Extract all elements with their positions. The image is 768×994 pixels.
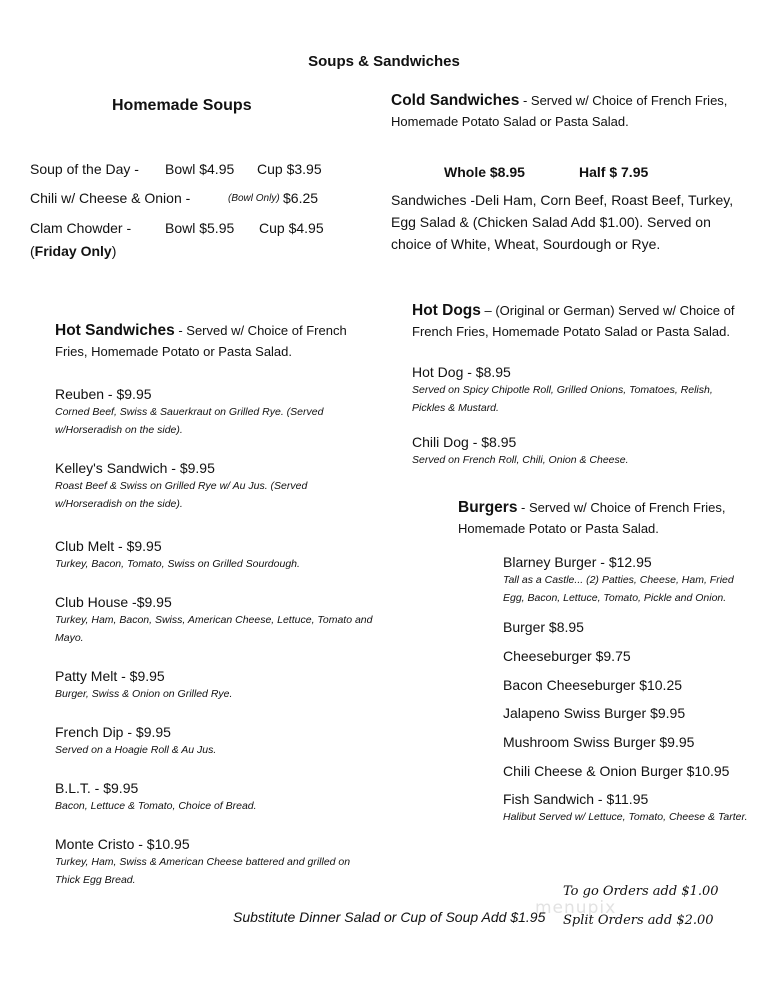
item-name: B.L.T. - $9.95 — [55, 780, 139, 796]
menu-item — [503, 790, 753, 826]
chili-price: $6.25 — [283, 190, 319, 206]
to-go-note: To go Orders add $1.00 — [563, 884, 719, 899]
menu-item — [412, 363, 742, 417]
menu-item — [55, 779, 375, 815]
clam-cup-price: Cup $4.95 — [259, 220, 324, 236]
menu-item — [55, 593, 375, 647]
item-desc: Turkey, Bacon, Tomato, Swiss on Grilled Sourdough. — [55, 558, 300, 570]
chili-name: Chili w/ Cheese & Onion - — [30, 190, 191, 206]
item-desc: Turkey, Ham, Bacon, Swiss, American Cheese, Lettuce, Tomato and Mayo. — [55, 614, 373, 644]
menu-item — [412, 433, 742, 469]
hot-dogs-intro-text: – (Original or German) Served w/ Choice of French Fries, Homemade Potato Salad or Pasta Salad. — [412, 303, 735, 339]
hot-dogs-intro — [412, 300, 757, 342]
menu-item: Bacon Cheeseburger $10.25 — [503, 677, 683, 693]
item-name: Hot Dog - $8.95 — [412, 364, 511, 380]
item-desc: Turkey, Ham, Swiss & American Cheese battered and grilled on Thick Egg Bread. — [55, 856, 351, 886]
menu-item — [55, 459, 375, 513]
item-name: Chili Dog - $8.95 — [412, 434, 517, 450]
menu-item: Chili Cheese & Onion Burger $10.95 — [503, 763, 730, 779]
hot-sandwiches-intro — [55, 320, 380, 362]
clam-bowl-price: Bowl $5.95 — [165, 220, 235, 236]
item-desc: Served on French Roll, Chili, Onion & Cheese. — [412, 454, 629, 466]
page-title: Soups & Sandwiches — [308, 53, 460, 70]
cold-sandwiches-desc: Sandwiches -Deli Ham, Corn Beef, Roast Beef, Turkey, Egg Salad & (Chicken Salad Add $1.00). Served on choice of White, Wheat, Sourdough or Rye. — [391, 192, 734, 252]
item-desc: Served on a Hoagie Roll & Au Jus. — [55, 744, 217, 756]
clam-note — [30, 243, 116, 259]
item-name: Club House -$9.95 — [55, 594, 172, 610]
clam-note-text: Friday Only — [34, 243, 112, 259]
menu-item — [55, 385, 375, 439]
menu-item — [503, 553, 753, 607]
menu-item — [55, 667, 375, 703]
soup-cup-price: Cup $3.95 — [257, 161, 322, 177]
item-name: French Dip - $9.95 — [55, 724, 171, 740]
cold-sandwiches-intro — [391, 90, 741, 132]
clam-note-open: ( — [30, 243, 35, 259]
item-desc: Corned Beef, Swiss & Sauerkraut on Grilled Rye. (Served w/Horseradish on the side). — [55, 406, 324, 436]
hot-sandwiches-heading: Hot Sandwiches — [55, 322, 175, 339]
item-name: Patty Melt - $9.95 — [55, 668, 165, 684]
item-desc: Tall as a Castle... (2) Patties, Cheese, Ham, Fried Egg, Bacon, Lettuce, Tomato, Pickle and Onion. — [503, 574, 734, 604]
menu-item — [55, 537, 375, 573]
cold-sandwiches-heading: Cold Sandwiches — [391, 92, 520, 109]
clam-note-close: ) — [111, 243, 117, 259]
cold-sandwiches-intro-text: - Served w/ Choice of French Fries, Homemade Potato Salad or Pasta Salad. — [391, 93, 728, 129]
menu-item: Burger $8.95 — [503, 619, 584, 635]
menu-item: Cheeseburger $9.75 — [503, 648, 631, 664]
menu-item — [55, 723, 375, 759]
item-name: Club Melt - $9.95 — [55, 538, 162, 554]
item-desc: Roast Beef & Swiss on Grilled Rye w/ Au Jus. (Served w/Horseradish on the side). — [55, 480, 308, 510]
cold-half-price: Half $ 7.95 — [579, 164, 649, 180]
burgers-intro — [458, 497, 748, 539]
menu-item: Jalapeno Swiss Burger $9.95 — [503, 705, 686, 721]
item-desc: Burger, Swiss & Onion on Grilled Rye. — [55, 688, 233, 700]
split-orders-note: Split Orders add $2.00 — [563, 913, 714, 928]
menu-item: Mushroom Swiss Burger $9.95 — [503, 734, 695, 750]
item-name: Reuben - $9.95 — [55, 386, 152, 402]
item-name: Kelley's Sandwich - $9.95 — [55, 460, 215, 476]
soup-name: Soup of the Day - — [30, 161, 139, 177]
watermark: menupix — [535, 898, 617, 918]
hot-sandwiches-intro-text: - Served w/ Choice of French Fries, Homemade Potato or Pasta Salad. — [55, 323, 347, 359]
item-name: Monte Cristo - $10.95 — [55, 836, 190, 852]
soups-heading: Homemade Soups — [112, 97, 252, 114]
clam-name: Clam Chowder - — [30, 220, 132, 236]
menu-item — [55, 835, 375, 889]
chili-note: (Bowl Only) — [228, 193, 280, 204]
item-desc: Bacon, Lettuce & Tomato, Choice of Bread. — [55, 800, 257, 812]
hot-dogs-heading: Hot Dogs — [412, 302, 481, 319]
item-desc: Served on Spicy Chipotle Roll, Grilled Onions, Tomatoes, Relish, Pickles & Mustard. — [412, 384, 713, 414]
item-name: Fish Sandwich - $11.95 — [503, 791, 649, 807]
substitute-note: Substitute Dinner Salad or Cup of Soup Add $1.95 — [233, 909, 546, 925]
burgers-intro-text: - Served w/ Choice of French Fries, Homemade Potato or Pasta Salad. — [458, 500, 726, 536]
item-desc: Halibut Served w/ Lettuce, Tomato, Cheese & Tarter. — [503, 811, 748, 823]
cold-whole-price: Whole $8.95 — [444, 164, 525, 180]
burgers-heading: Burgers — [458, 499, 518, 516]
item-name: Blarney Burger - $12.95 — [503, 554, 652, 570]
soup-bowl-price: Bowl $4.95 — [165, 161, 235, 177]
